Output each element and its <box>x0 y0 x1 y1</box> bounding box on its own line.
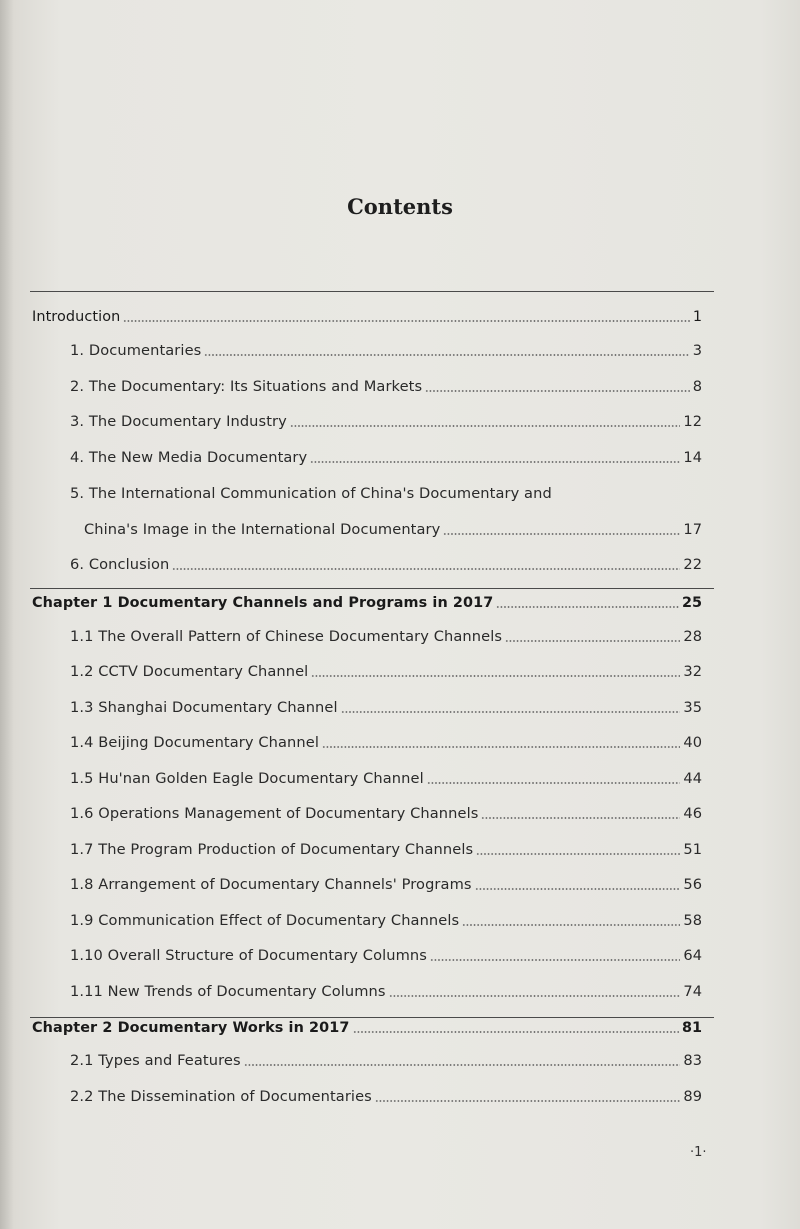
dot-leader <box>481 817 680 819</box>
dot-leader <box>389 995 681 997</box>
toc-entry-label: 4. The New Media Documentary <box>70 449 308 466</box>
dot-leader <box>204 354 689 356</box>
dot-leader <box>375 1100 681 1102</box>
toc-entry-page: 44 <box>683 770 702 787</box>
toc-entry-page: 40 <box>683 734 702 751</box>
toc-entry-label: 1.2 CCTV Documentary Channel <box>70 663 309 680</box>
dot-leader <box>172 568 680 570</box>
toc-entry <box>0 339 800 363</box>
toc-entry-page: 64 <box>683 947 702 964</box>
toc-entry <box>0 1049 800 1073</box>
toc-entry-label: 1.10 Overall Structure of Documentary Columns <box>70 947 427 964</box>
toc-entry-label: 2.1 Types and Features <box>70 1052 241 1069</box>
toc-entry-label: 2. The Documentary: Its Situations and Markets <box>70 378 423 395</box>
toc-entry-page: 22 <box>683 556 702 573</box>
toc-entry-label: China's Image in the International Documentary <box>84 521 441 538</box>
toc-entry <box>0 1085 800 1109</box>
toc-entry-label: 1.9 Communication Effect of Documentary Channels <box>70 912 460 929</box>
dot-leader <box>427 782 681 784</box>
toc-entry <box>0 767 800 791</box>
page-number: ·1· <box>690 1145 707 1160</box>
page-title: Contents <box>347 194 453 219</box>
toc-entry-label: 6. Conclusion <box>70 556 170 573</box>
toc-entry-label: 1.7 The Program Production of Documentary Channels <box>70 841 474 858</box>
dot-leader <box>311 675 680 677</box>
dot-leader <box>322 746 680 748</box>
dot-leader <box>443 533 680 535</box>
toc-entry <box>0 909 800 933</box>
toc-entry <box>0 482 800 506</box>
toc-entry <box>0 591 800 615</box>
dot-leader <box>310 461 680 463</box>
toc-entry-page: 1 <box>692 309 702 325</box>
toc-entry <box>0 696 800 720</box>
toc-entry-label: 1.6 Operations Management of Documentary Channels <box>70 805 479 822</box>
toc-entry-page: 14 <box>683 449 702 466</box>
toc-entry-page: 56 <box>683 876 702 893</box>
toc-entry-label: Chapter 2 Documentary Works in 2017 <box>32 1020 350 1036</box>
toc-entry <box>0 518 800 542</box>
toc-entry-page: 12 <box>683 413 702 430</box>
toc-entry-page: 32 <box>683 663 702 680</box>
toc-entry <box>0 944 800 968</box>
toc-entry <box>0 873 800 897</box>
toc-entry <box>0 660 800 684</box>
toc-entry-page: 51 <box>683 841 702 858</box>
toc-entry-page: 74 <box>683 983 702 1000</box>
toc-entry-page: 58 <box>683 912 702 929</box>
toc-entry-label: 1.4 Beijing Documentary Channel <box>70 734 319 751</box>
top-rule <box>30 291 714 292</box>
toc-entry <box>0 1016 800 1040</box>
dot-leader <box>496 606 679 608</box>
toc-entry-label: Introduction <box>32 309 121 325</box>
dot-leader <box>505 640 680 642</box>
toc-entry-label: 1.8 Arrangement of Documentary Channels' Programs <box>70 876 472 893</box>
toc-entry-label: 1.1 The Overall Pattern of Chinese Documentary Channels <box>70 628 503 645</box>
toc-entry-label: 2.2 The Dissemination of Documentaries <box>70 1088 372 1105</box>
toc-entry-page: 17 <box>683 521 702 538</box>
toc-entry <box>0 980 800 1004</box>
toc-entry <box>0 375 800 399</box>
toc-entry-page: 8 <box>692 378 702 395</box>
toc-entry-label: 1.3 Shanghai Documentary Channel <box>70 699 338 716</box>
toc-entry-label: 1. Documentaries <box>70 342 202 359</box>
dot-leader <box>476 853 680 855</box>
toc-entry <box>0 625 800 649</box>
toc-entry-label: 3. The Documentary Industry <box>70 413 287 430</box>
toc-entry-page: 46 <box>683 805 702 822</box>
dot-leader <box>462 924 680 926</box>
toc-entry-page: 89 <box>683 1088 702 1105</box>
toc-entry <box>0 553 800 577</box>
dot-leader <box>123 320 689 322</box>
toc-entry-label: Chapter 1 Documentary Channels and Programs in 2017 <box>32 595 494 611</box>
toc-entry-label: 1.5 Hu'nan Golden Eagle Documentary Channel <box>70 770 424 787</box>
chapter1-rule <box>30 588 714 589</box>
toc-entry-page: 83 <box>683 1052 702 1069</box>
toc-entry-page: 25 <box>681 595 702 611</box>
toc-entry <box>0 446 800 470</box>
toc-entry-page: 35 <box>683 699 702 716</box>
toc-entry-page: 28 <box>683 628 702 645</box>
dot-leader <box>475 888 681 890</box>
toc-entry <box>0 802 800 826</box>
toc-entry-label: 5. The International Communication of China's Documentary and <box>70 485 552 502</box>
toc-entry <box>0 410 800 434</box>
toc-entry-label: 1.11 New Trends of Documentary Columns <box>70 983 386 1000</box>
dot-leader <box>244 1064 681 1066</box>
dot-leader <box>353 1031 679 1033</box>
toc-entry <box>0 838 800 862</box>
toc-entry-page: 3 <box>692 342 702 359</box>
dot-leader <box>430 959 680 961</box>
toc-entry <box>0 731 800 755</box>
toc-entry <box>0 305 800 329</box>
dot-leader <box>425 390 690 392</box>
dot-leader <box>290 425 681 427</box>
dot-leader <box>341 711 681 713</box>
toc-entry-page: 81 <box>681 1020 702 1036</box>
